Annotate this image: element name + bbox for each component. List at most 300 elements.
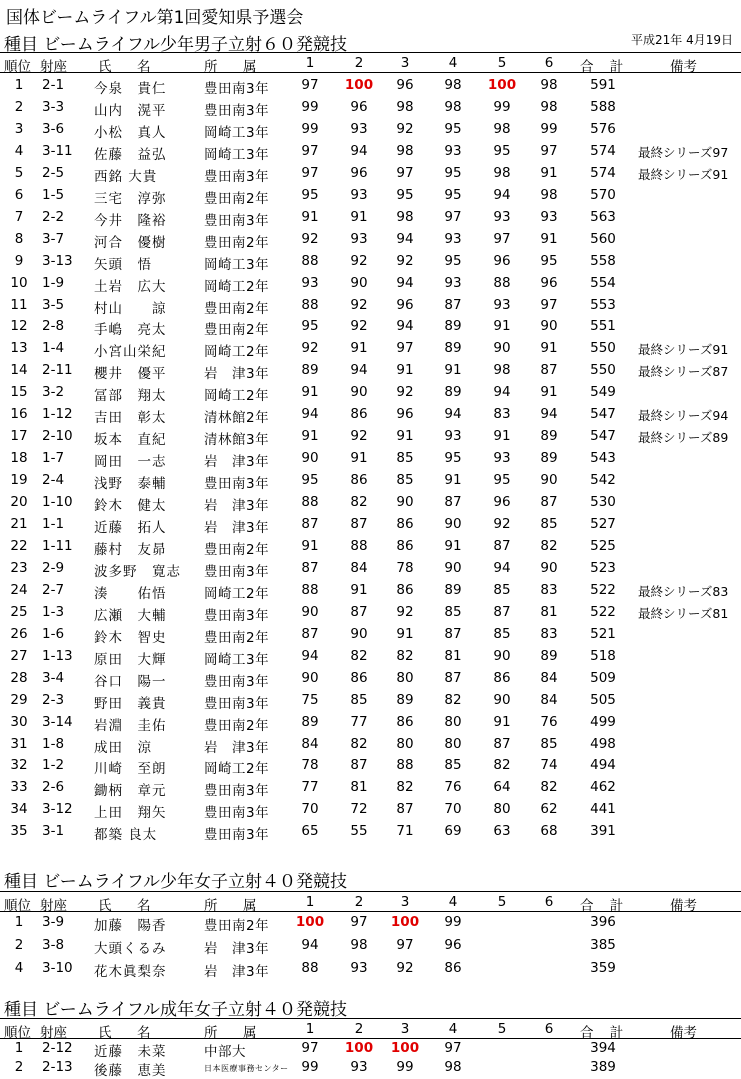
header-series-2: 2 <box>354 1021 364 1037</box>
score-cell-3: 86 <box>396 516 414 532</box>
score-cell-6: 62 <box>540 801 558 818</box>
score-cell-6: 98 <box>540 186 558 203</box>
name-cell: 花木眞梨奈 <box>94 964 167 980</box>
rank-cell: 10 <box>10 274 28 291</box>
score-cell-5: 83 <box>493 406 511 423</box>
section-title: 種目 ビームライフル少年女子立射４０発競技 <box>4 872 348 892</box>
score-cell-5: 63 <box>493 823 511 840</box>
score-cell-3: 90 <box>396 494 414 511</box>
score-cell-4: 89 <box>444 340 462 357</box>
score-cell-6: 74 <box>540 757 558 774</box>
score-cell-1: 95 <box>301 318 319 335</box>
affiliation-cell: 豊田南2年 <box>204 629 270 646</box>
table-row <box>0 776 741 798</box>
score-cell-4: 91 <box>444 362 462 379</box>
total-cell: 441 <box>590 801 616 818</box>
score-cell-4: 94 <box>444 406 462 423</box>
table-row <box>0 820 741 842</box>
total-cell: 389 <box>590 1059 616 1075</box>
score-cell-1: 95 <box>301 472 319 489</box>
score-cell-4: 98 <box>444 1059 462 1075</box>
rank-cell: 17 <box>10 428 28 445</box>
rank-cell: 19 <box>10 472 28 489</box>
score-cell-6: 83 <box>540 625 558 642</box>
affiliation-cell: 豊田南2年 <box>204 190 270 207</box>
score-cell-1: 75 <box>301 691 319 708</box>
table-header <box>0 52 741 74</box>
shaza-cell: 2-1 <box>42 77 65 93</box>
score-cell-2: 72 <box>350 801 368 818</box>
name-cell: 村山 諒 <box>94 300 167 317</box>
rank-cell: 1 <box>14 914 24 930</box>
score-cell-2: 81 <box>350 779 368 796</box>
table-row <box>0 272 741 294</box>
header-total: 合 計 <box>580 1025 630 1041</box>
score-cell-6: 89 <box>540 647 558 664</box>
score-cell-2: 92 <box>350 296 368 313</box>
affiliation-cell: 岡崎工2年 <box>204 388 270 405</box>
table-row <box>0 250 741 272</box>
header-series-2: 2 <box>354 894 364 910</box>
total-cell: 527 <box>590 516 616 532</box>
shaza-cell: 3-1 <box>42 823 65 840</box>
total-cell: 560 <box>590 230 616 247</box>
score-cell-4: 85 <box>444 757 462 774</box>
name-cell: 鈴木 健太 <box>94 498 167 515</box>
score-cell-4: 80 <box>444 735 462 752</box>
score-cell-4: 95 <box>444 186 462 203</box>
score-cell-3: 94 <box>396 318 414 335</box>
score-cell-3: 96 <box>396 296 414 313</box>
affiliation-cell: 岩 津3年 <box>204 941 270 957</box>
rank-cell: 24 <box>10 581 28 598</box>
shaza-cell: 3-7 <box>42 230 65 247</box>
score-cell-1: 92 <box>301 340 319 357</box>
header-series-6: 6 <box>544 55 554 71</box>
score-cell-2: 91 <box>350 208 368 225</box>
score-cell-6: 96 <box>540 274 558 291</box>
name-cell: 谷口 陽一 <box>94 673 167 690</box>
table-row <box>0 934 741 956</box>
score-cell-3: 78 <box>396 559 414 576</box>
table-row <box>0 162 741 184</box>
affiliation-cell: 豊田南3年 <box>204 673 270 690</box>
score-cell-6: 97 <box>540 296 558 313</box>
score-cell-3: 86 <box>396 581 414 598</box>
header-name: 氏 名 <box>98 898 157 914</box>
table-row <box>0 469 741 491</box>
score-cell-6: 82 <box>540 779 558 796</box>
name-cell: 山内 滉平 <box>94 102 167 119</box>
rank-cell: 18 <box>10 450 28 467</box>
score-cell-4: 76 <box>444 779 462 796</box>
shaza-cell: 1-9 <box>42 274 65 291</box>
score-cell-1: 91 <box>301 208 319 225</box>
score-cell-6: 84 <box>540 669 558 686</box>
score-cell-5: 90 <box>493 647 511 664</box>
score-cell-1: 65 <box>301 823 319 840</box>
header-note: 備考 <box>670 898 697 914</box>
score-cell-1: 88 <box>301 252 319 269</box>
header-series-3: 3 <box>400 894 410 910</box>
affiliation-cell: 豊田南2年 <box>204 541 270 558</box>
total-cell: 494 <box>590 757 616 774</box>
name-cell: 佐藤 益弘 <box>94 146 167 163</box>
score-cell-6: 91 <box>540 340 558 357</box>
name-cell: 成田 涼 <box>94 739 152 756</box>
name-cell: 三宅 淳弥 <box>94 190 167 207</box>
total-cell: 359 <box>590 960 616 976</box>
header-name: 氏 名 <box>98 59 157 75</box>
score-cell-3: 97 <box>396 164 414 181</box>
note-cell: 最終シリーズ89 <box>638 430 729 446</box>
shaza-cell: 2-11 <box>42 362 73 379</box>
affiliation-cell: 豊田南3年 <box>204 607 270 624</box>
rank-cell: 11 <box>10 296 28 313</box>
score-cell-5: 87 <box>493 537 511 554</box>
score-cell-5: 93 <box>493 450 511 467</box>
score-cell-3: 85 <box>396 450 414 467</box>
score-cell-2: 93 <box>350 120 368 137</box>
table-row <box>0 184 741 206</box>
score-cell-4: 70 <box>444 801 462 818</box>
rank-cell: 2 <box>14 1059 24 1075</box>
table-row <box>0 206 741 228</box>
table-row <box>0 118 741 140</box>
table-row <box>0 689 741 711</box>
score-cell-3: 80 <box>396 735 414 752</box>
total-cell: 518 <box>590 647 616 664</box>
shaza-cell: 1-10 <box>42 494 73 511</box>
score-cell-1: 97 <box>301 1040 319 1056</box>
table-row <box>0 623 741 645</box>
affiliation-cell: 岡崎工2年 <box>204 344 270 361</box>
score-cell-1: 90 <box>301 669 319 686</box>
total-cell: 522 <box>590 603 616 620</box>
shaza-cell: 1-6 <box>42 625 65 642</box>
table-row <box>0 381 741 403</box>
note-cell: 最終シリーズ94 <box>638 408 729 424</box>
affiliation-cell: 豊田南3年 <box>204 695 270 712</box>
score-cell-2: 82 <box>350 647 368 664</box>
page-title: 国体ビームライフル第1回愛知県予選会 <box>6 8 304 28</box>
affiliation-cell: 豊田南3年 <box>204 805 270 822</box>
score-cell-2: 87 <box>350 603 368 620</box>
name-cell: 今泉 貴仁 <box>94 81 167 97</box>
shaza-cell: 2-9 <box>42 559 65 576</box>
score-cell-1: 77 <box>301 779 319 796</box>
table-row <box>0 228 741 250</box>
score-cell-3: 94 <box>396 274 414 291</box>
rank-cell: 22 <box>10 537 28 554</box>
total-cell: 525 <box>590 537 616 554</box>
score-cell-4: 99 <box>444 914 462 930</box>
score-cell-4: 91 <box>444 537 462 554</box>
score-cell-5: 91 <box>493 318 511 335</box>
total-cell: 542 <box>590 472 616 489</box>
score-cell-6: 82 <box>540 537 558 554</box>
score-cell-4: 98 <box>444 77 462 93</box>
score-cell-3: 100 <box>390 914 420 930</box>
affiliation-cell: 岡崎工3年 <box>204 256 270 273</box>
shaza-cell: 1-5 <box>42 186 65 203</box>
total-cell: 563 <box>590 208 616 225</box>
name-cell: 波多野 寛志 <box>94 563 181 580</box>
score-cell-1: 91 <box>301 428 319 445</box>
name-cell: 野田 義貴 <box>94 695 167 712</box>
score-cell-2: 82 <box>350 735 368 752</box>
score-cell-3: 88 <box>396 757 414 774</box>
table-row <box>0 359 741 381</box>
affiliation-cell: 岩 津3年 <box>204 739 270 756</box>
score-cell-5: 95 <box>493 472 511 489</box>
score-cell-5: 85 <box>493 581 511 598</box>
affiliation-cell: 豊田南3年 <box>204 563 270 580</box>
score-cell-2: 97 <box>350 914 368 930</box>
shaza-cell: 2-7 <box>42 581 65 598</box>
score-cell-5: 95 <box>493 142 511 159</box>
name-cell: 土岩 広大 <box>94 278 167 295</box>
score-cell-2: 86 <box>350 472 368 489</box>
header-name: 氏 名 <box>98 1025 157 1041</box>
score-cell-4: 93 <box>444 428 462 445</box>
score-cell-4: 95 <box>444 120 462 137</box>
shaza-cell: 3-6 <box>42 120 65 137</box>
score-cell-1: 94 <box>301 647 319 664</box>
affiliation-cell: 岩 津3年 <box>204 964 270 980</box>
score-cell-4: 81 <box>444 647 462 664</box>
score-cell-6: 81 <box>540 603 558 620</box>
score-cell-2: 92 <box>350 428 368 445</box>
score-cell-5: 96 <box>493 252 511 269</box>
affiliation-cell: 岩 津3年 <box>204 454 270 471</box>
score-cell-5: 91 <box>493 713 511 730</box>
rank-cell: 8 <box>14 230 24 247</box>
rank-cell: 15 <box>10 384 28 401</box>
shaza-cell: 3-9 <box>42 914 65 930</box>
table-row <box>0 337 741 359</box>
affiliation-cell: 岡崎工3年 <box>204 124 270 141</box>
score-cell-3: 85 <box>396 472 414 489</box>
score-cell-1: 99 <box>301 1059 319 1075</box>
score-cell-5: 97 <box>493 230 511 247</box>
shaza-cell: 2-4 <box>42 472 65 489</box>
score-cell-3: 89 <box>396 691 414 708</box>
score-cell-4: 85 <box>444 603 462 620</box>
table-row <box>0 491 741 513</box>
name-cell: 今井 隆裕 <box>94 212 167 229</box>
score-cell-2: 88 <box>350 537 368 554</box>
shaza-cell: 3-12 <box>42 801 73 818</box>
header-shaza: 射座 <box>40 1025 67 1041</box>
total-cell: 509 <box>590 669 616 686</box>
score-cell-1: 94 <box>301 406 319 423</box>
score-cell-3: 92 <box>396 384 414 401</box>
rank-cell: 1 <box>14 1040 24 1056</box>
shaza-cell: 3-4 <box>42 669 65 686</box>
table-row <box>0 403 741 425</box>
shaza-cell: 1-8 <box>42 735 65 752</box>
rank-cell: 30 <box>10 713 28 730</box>
score-cell-3: 92 <box>396 120 414 137</box>
name-cell: 原田 大輝 <box>94 651 167 668</box>
affiliation-cell: 岡崎工3年 <box>204 651 270 668</box>
rank-cell: 16 <box>10 406 28 423</box>
score-cell-2: 90 <box>350 384 368 401</box>
score-cell-2: 94 <box>350 142 368 159</box>
header-series-3: 3 <box>400 1021 410 1037</box>
header-series-5: 5 <box>497 55 507 71</box>
name-cell: 吉田 彰太 <box>94 410 167 427</box>
total-cell: 576 <box>590 120 616 137</box>
score-cell-2: 91 <box>350 450 368 467</box>
score-cell-6: 90 <box>540 472 558 489</box>
score-cell-2: 92 <box>350 318 368 335</box>
score-cell-4: 90 <box>444 516 462 532</box>
name-cell: 後藤 恵美 <box>94 1063 167 1079</box>
rank-cell: 35 <box>10 823 28 840</box>
rank-cell: 33 <box>10 779 28 796</box>
total-cell: 396 <box>590 914 616 930</box>
shaza-cell: 1-3 <box>42 603 65 620</box>
rank-cell: 23 <box>10 559 28 576</box>
rank-cell: 5 <box>14 164 24 181</box>
score-cell-3: 82 <box>396 647 414 664</box>
name-cell: 小宮山栄紀 <box>94 344 167 361</box>
score-cell-2: 91 <box>350 340 368 357</box>
score-cell-4: 93 <box>444 142 462 159</box>
header-series-4: 4 <box>448 894 458 910</box>
score-cell-6: 93 <box>540 208 558 225</box>
rank-cell: 29 <box>10 691 28 708</box>
score-cell-3: 92 <box>396 252 414 269</box>
total-cell: 521 <box>590 625 616 642</box>
total-cell: 462 <box>590 779 616 796</box>
score-cell-1: 95 <box>301 186 319 203</box>
score-cell-2: 77 <box>350 713 368 730</box>
shaza-cell: 3-10 <box>42 960 73 976</box>
total-cell: 505 <box>590 691 616 708</box>
score-cell-5: 90 <box>493 691 511 708</box>
score-cell-4: 96 <box>444 937 462 953</box>
score-cell-6: 83 <box>540 581 558 598</box>
header-shaza: 射座 <box>40 898 67 914</box>
score-cell-4: 93 <box>444 274 462 291</box>
shaza-cell: 3-5 <box>42 296 65 313</box>
name-cell: 矢頭 悟 <box>94 256 152 273</box>
affiliation-cell: 豊田南3年 <box>204 81 270 97</box>
total-cell: 570 <box>590 186 616 203</box>
score-cell-4: 86 <box>444 960 462 976</box>
score-cell-6: 91 <box>540 384 558 401</box>
total-cell: 574 <box>590 142 616 159</box>
shaza-cell: 1-1 <box>42 516 65 532</box>
affiliation-cell: 豊田南3年 <box>204 168 270 185</box>
rank-cell: 32 <box>10 757 28 774</box>
rank-cell: 2 <box>14 937 24 953</box>
affiliation-cell: 豊田南3年 <box>204 827 270 844</box>
score-cell-6: 94 <box>540 406 558 423</box>
score-cell-2: 93 <box>350 186 368 203</box>
score-cell-5: 94 <box>493 559 511 576</box>
header-total: 合 計 <box>580 898 630 914</box>
affiliation-cell: 豊田南2年 <box>204 717 270 734</box>
score-cell-3: 98 <box>396 208 414 225</box>
score-cell-5: 86 <box>493 669 511 686</box>
name-cell: 浅野 泰輔 <box>94 476 167 493</box>
score-cell-4: 97 <box>444 1040 462 1056</box>
affiliation-cell: 岡崎工2年 <box>204 585 270 602</box>
score-cell-3: 71 <box>396 823 414 840</box>
score-cell-3: 98 <box>396 98 414 115</box>
table-row <box>0 733 741 755</box>
header-series-6: 6 <box>544 1021 554 1037</box>
name-cell: 広瀬 大輔 <box>94 607 167 624</box>
table-row <box>0 294 741 316</box>
rank-cell: 25 <box>10 603 28 620</box>
shaza-cell: 2-10 <box>42 428 73 445</box>
score-cell-1: 93 <box>301 274 319 291</box>
header-rank: 順位 <box>4 59 31 75</box>
name-cell: 手嶋 亮太 <box>94 322 167 339</box>
score-cell-4: 90 <box>444 559 462 576</box>
score-cell-3: 97 <box>396 937 414 953</box>
header-affiliation: 所 属 <box>204 898 263 914</box>
rank-cell: 7 <box>14 208 24 225</box>
name-cell: 加藤 陽香 <box>94 918 167 934</box>
score-cell-1: 78 <box>301 757 319 774</box>
shaza-cell: 3-8 <box>42 937 65 953</box>
note-cell: 最終シリーズ97 <box>638 144 729 160</box>
total-cell: 591 <box>590 77 616 93</box>
score-cell-4: 89 <box>444 318 462 335</box>
total-cell: 588 <box>590 98 616 115</box>
score-cell-4: 89 <box>444 581 462 598</box>
score-cell-5: 100 <box>487 77 517 93</box>
shaza-cell: 3-3 <box>42 98 65 115</box>
score-cell-1: 88 <box>301 494 319 511</box>
total-cell: 498 <box>590 735 616 752</box>
score-cell-2: 86 <box>350 406 368 423</box>
name-cell: 櫻井 優平 <box>94 366 167 383</box>
header-series-4: 4 <box>448 1021 458 1037</box>
name-cell: 小松 真人 <box>94 124 167 141</box>
affiliation-cell: 豊田南3年 <box>204 783 270 800</box>
score-cell-2: 96 <box>350 98 368 115</box>
section-title: 種目 ビームライフル成年女子立射４０発競技 <box>4 1000 348 1020</box>
table-header <box>0 891 741 913</box>
header-series-1: 1 <box>305 1021 315 1037</box>
shaza-cell: 2-8 <box>42 318 65 335</box>
total-cell: 547 <box>590 406 616 423</box>
score-cell-4: 97 <box>444 208 462 225</box>
table-row <box>0 579 741 601</box>
shaza-cell: 1-11 <box>42 537 73 554</box>
score-cell-4: 87 <box>444 296 462 313</box>
affiliation-cell: 岩 津3年 <box>204 498 270 515</box>
table-row <box>0 447 741 469</box>
header-series-5: 5 <box>497 894 507 910</box>
score-cell-1: 99 <box>301 120 319 137</box>
rank-cell: 28 <box>10 669 28 686</box>
score-cell-2: 82 <box>350 494 368 511</box>
rank-cell: 12 <box>10 318 28 335</box>
total-cell: 551 <box>590 318 616 335</box>
score-cell-5: 98 <box>493 164 511 181</box>
rank-cell: 21 <box>10 516 28 532</box>
score-cell-6: 76 <box>540 713 558 730</box>
header-series-6: 6 <box>544 894 554 910</box>
